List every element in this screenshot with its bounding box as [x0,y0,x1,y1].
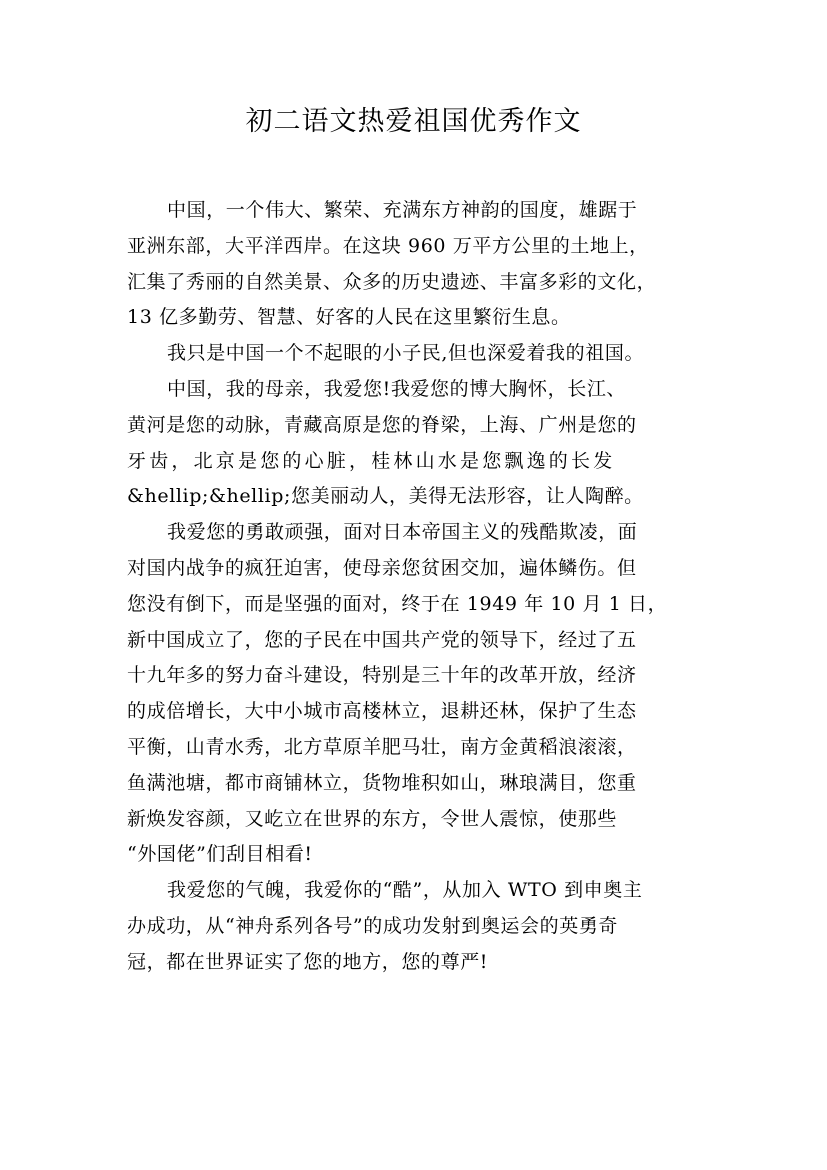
essay-body [127,193,715,981]
text-line: 十九年多的努力奋斗建设，特别是三十年的改革开放，经济 [127,664,637,687]
text-line: 鱼满池塘，都市商铺林立，货物堆积如山，琳琅满目，您重 [127,771,637,794]
text-line: 冠，都在世界证实了您的地方，您的尊严! [127,950,489,973]
text-line: 牙齿，北京是您的心脏，桂林山水是您飘逸的长发 [127,449,616,472]
text-line: 亚洲东部，大平洋西岸。在这块 960 万平方公里的土地上， [127,234,649,257]
text-line: “外国佬”们刮目相看! [127,843,313,866]
text-line: 黄河是您的动脉，青藏高原是您的脊梁，上海、广州是您的 [127,413,637,436]
text-line: 您没有倒下，而是坚强的面对，终于在 1949 年 10 月 1 日， [127,592,668,615]
text-line: 13 亿多勤劳、智慧、好客的人民在这里繁衍生息。 [127,306,571,329]
text-line: 平衡，山青水秀，北方草原羊肥马壮，南方金黄稻浪滚滚， [127,735,637,758]
text-line: 汇集了秀丽的自然美景、众多的历史遗迹、丰富多彩的文化， [127,270,657,293]
text-line: 我爱您的勇敢顽强，面对日本帝国主义的残酷欺凌，面 [167,521,638,544]
text-line: &hellip;&hellip;您美丽动人，美得无法形容，让人陶醉。 [127,485,644,508]
text-line: 办成功，从“神舟系列各号”的成功发射到奥运会的英勇奇 [127,914,619,937]
text-line: 中国，我的母亲，我爱您!我爱您的博大胸怀，长江、 [167,377,627,400]
text-line: 我爱您的气魄，我爱你的“酷”，从加入 WTO 到申奥主 [167,879,643,902]
text-line: 我只是中国一个不起眼的小子民,但也深爱着我的祖国。 [167,342,645,365]
text-line: 新焕发容颜，又屹立在世界的东方，令世人震惊，使那些 [127,807,618,830]
text-line: 中国，一个伟大、繁荣、充满东方神韵的国度，雄踞于 [167,199,638,221]
text-line: 的成倍增长，大中小城市高楼林立，退耕还林，保护了生态 [127,700,637,723]
text-line: 对国内战争的疯狂迫害，使母亲您贫困交加，遍体鳞伤。但 [127,556,637,579]
document-title: 初二语文热爱祖国优秀作文 [245,106,582,137]
text-line: 新中国成立了，您的子民在中国共产党的领导下，经过了五 [127,628,637,651]
